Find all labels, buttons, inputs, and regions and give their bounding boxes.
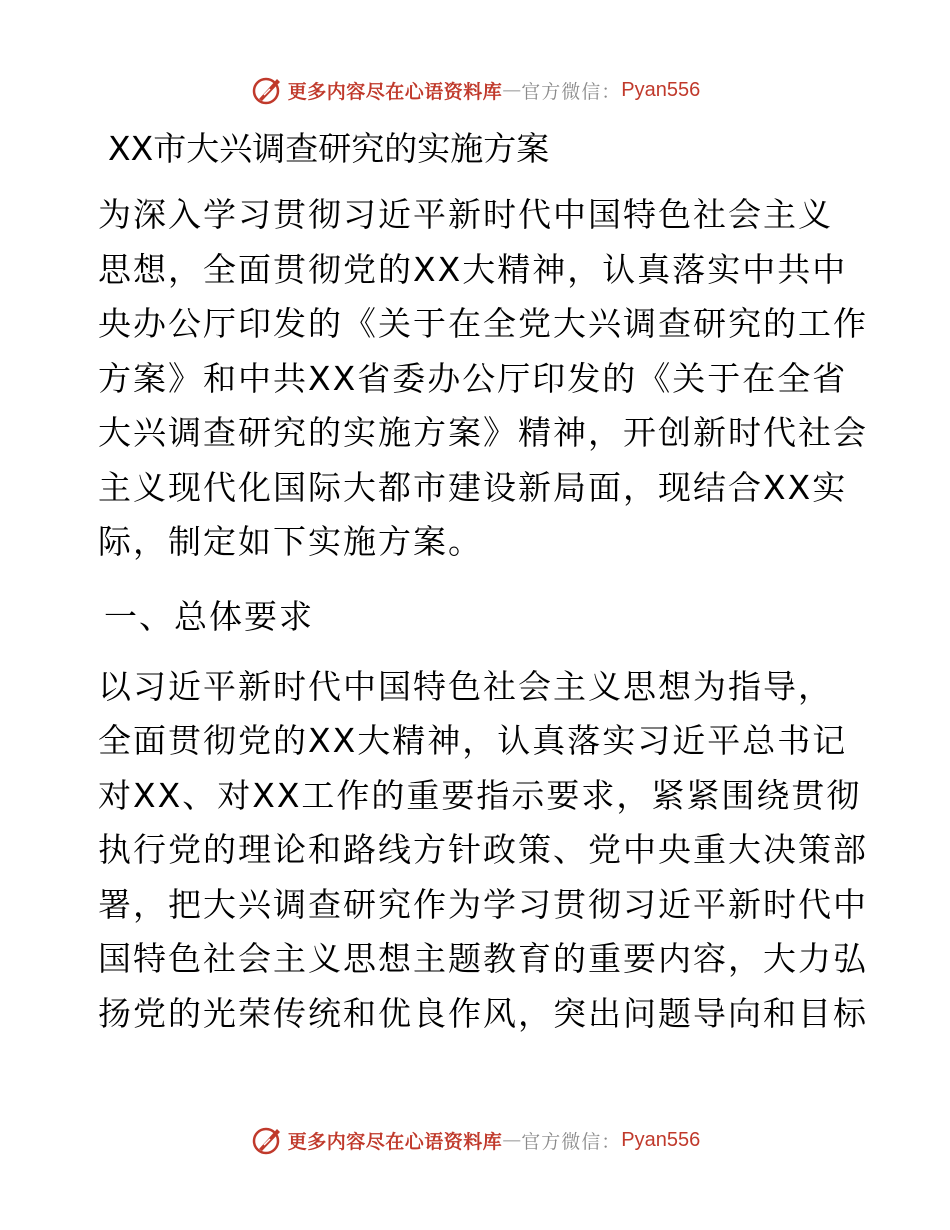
text-line: 执行党的理论和路线方针政策、党中央重大决策部 xyxy=(98,830,868,869)
banner-official-label: 官方微信： xyxy=(521,1130,622,1153)
document-body xyxy=(98,122,868,1041)
text-line: 大兴调查研究的实施方案》精神，开创新时代社会 xyxy=(98,413,868,452)
text-line: 国特色社会主义思想主题教育的重要内容，大力弘 xyxy=(98,939,868,978)
text-line: 为深入学习贯彻习近平新时代中国特色社会主义 xyxy=(98,195,833,234)
text-line: 以习近平新时代中国特色社会主义思想为指导， xyxy=(98,666,833,706)
banner-brand-text: 更多内容尽在心语资料库 xyxy=(287,1130,503,1153)
section-heading: 一、总体要求 xyxy=(104,596,314,636)
text-line: 全面贯彻党的XX大精神，认真落实习近平总书记 xyxy=(98,721,848,760)
text-line: 对XX、对XX工作的重要指示要求，紧紧围绕贯彻 xyxy=(98,775,862,815)
banner-wechat-id: Pyan556 xyxy=(621,1128,701,1151)
text-line: 主义现代化国际大都市建设新局面，现结合XX实 xyxy=(98,467,848,507)
text-line: 思想，全面贯彻党的XX大精神，认真落实中共中 xyxy=(98,249,848,289)
quill-logo-icon xyxy=(250,73,284,107)
footer-watermark-banner xyxy=(0,1120,950,1160)
text-line: 署，把大兴调查研究作为学习贯彻习近平新时代中 xyxy=(98,884,868,924)
section-paragraph xyxy=(98,660,868,1042)
quill-logo-icon xyxy=(250,1123,284,1157)
text-line: 央办公厅印发的《关于在全党大兴调查研究的工作 xyxy=(98,304,868,343)
banner-official-label: 官方微信： xyxy=(521,80,622,103)
document-title: XX市大兴调查研究的实施方案 xyxy=(108,129,550,168)
banner-wechat-id: Pyan556 xyxy=(621,78,701,101)
banner-brand-text: 更多内容尽在心语资料库 xyxy=(287,80,503,103)
banner-separator: — xyxy=(502,79,522,101)
intro-paragraph xyxy=(98,188,868,570)
header-watermark-banner xyxy=(0,70,950,110)
text-line: 际，制定如下实施方案。 xyxy=(98,522,483,561)
text-line: 方案》和中共XX省委办公厅印发的《关于在全省 xyxy=(98,358,848,398)
banner-separator: — xyxy=(502,1129,522,1151)
text-line: 扬党的光荣传统和优良作风，突出问题导向和目标 xyxy=(98,993,868,1033)
